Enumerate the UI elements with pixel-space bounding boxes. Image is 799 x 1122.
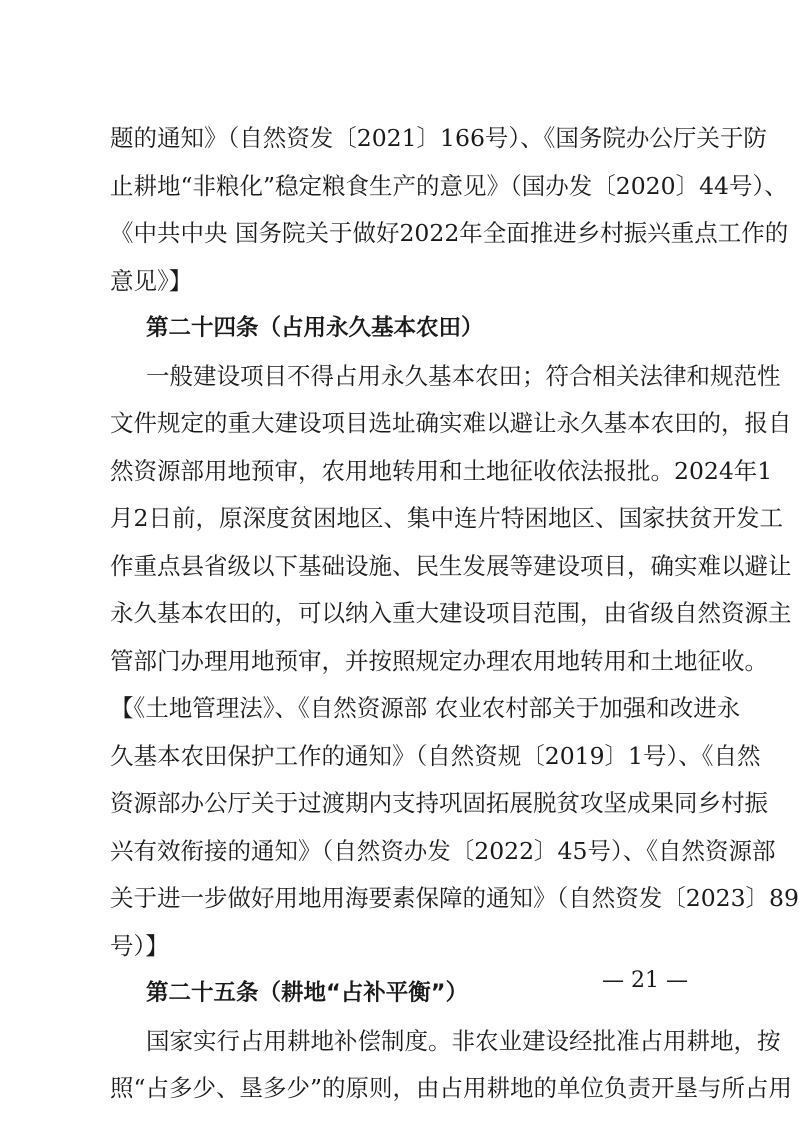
paragraph-line: 文件规定的重大建设项目选址确实难以避让永久基本农田的，报自 (110, 409, 792, 437)
citation-line: 久基本农田保护工作的通知》（自然资规〔2019〕1号）、《自然 (110, 741, 761, 770)
citation-line: 【《土地管理法》、《自然资源部 农业农村部关于加强和改进永 (110, 694, 741, 722)
article-25-heading: 第二十五条（耕地“占补平衡”） (146, 980, 469, 1006)
citation-line: 关于进一步做好用地用海要素保障的通知》（自然资发〔2023〕89 (110, 884, 799, 912)
page-number: — 21 — (602, 968, 688, 993)
citation-line: 号）】 (110, 931, 169, 960)
paragraph-line: 然资源部用地预审，农用地转用和土地征收依法报批。2024年1 (110, 456, 773, 485)
citation-line: 资源部办公厅关于过渡期内支持巩固拓展脱贫攻坚成果同乡村振 (110, 789, 768, 817)
citation-line: 兴有效衔接的通知》（自然资办发〔2022〕45号）、《自然资源部 (110, 836, 776, 865)
article-24-heading: 第二十四条（占用永久基本农田） (146, 315, 484, 341)
paragraph-line: 管部门办理用地预审，并按照规定办理农用地转用和土地征收。 (110, 646, 768, 675)
document-body (110, 115, 799, 1113)
paragraph-line: 一般建设项目不得占用永久基本农田；符合相关法律和规范性 (146, 361, 781, 390)
paragraph-line: 国家实行占用耕地补偿制度。非农业建设经批准占用耕地，按 (146, 1026, 781, 1055)
paragraph-line: 永久基本农田的，可以纳入重大建设项目范围，由省级自然资源主 (110, 599, 792, 627)
paragraph-line: 意见》】 (110, 266, 193, 295)
paragraph-line: 题的通知》（自然资发〔2021〕166号）、《国务院办公厅关于防 (110, 124, 767, 152)
paragraph-line: 月2日前，原深度贫困地区、集中连片特困地区、国家扶贫开发工 (110, 504, 783, 532)
paragraph-line: 止耕地“非粮化”稳定粮食生产的意见》（国办发〔2020〕44号）、 (110, 171, 788, 200)
paragraph-line: 作重点县省级以下基础设施、民生发展等建设项目，确实难以避让 (110, 551, 792, 580)
paragraph-line: 照“占多少、垦多少”的原则，由占用耕地的单位负责开垦与所占用 (110, 1074, 793, 1102)
paragraph-line: 《中共中央 国务院关于做好2022年全面推进乡村振兴重点工作的 (110, 219, 789, 247)
